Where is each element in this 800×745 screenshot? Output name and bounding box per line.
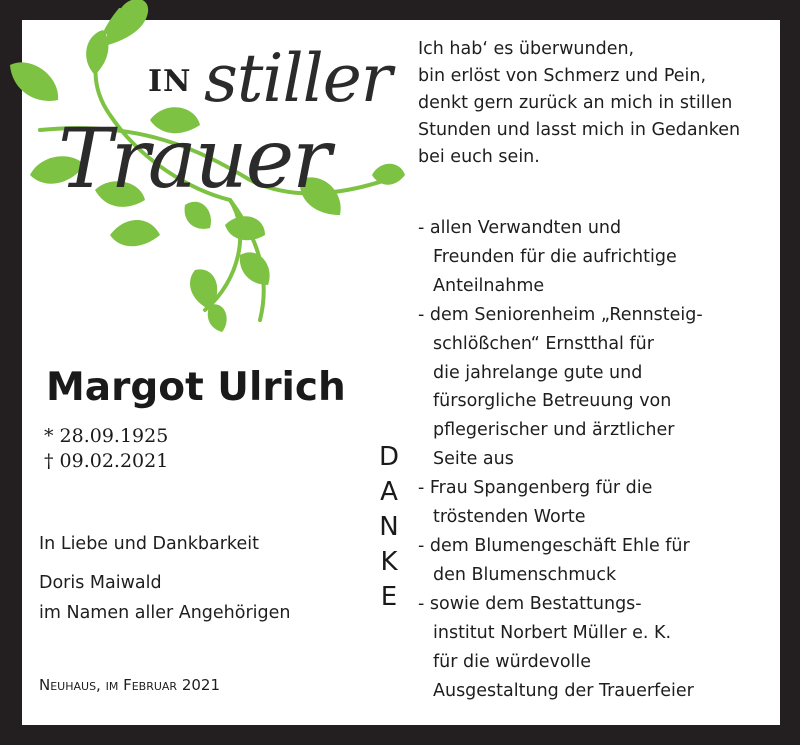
thanks-line: schlößchen“ Ernstthal für xyxy=(433,333,654,354)
danke-letter: D xyxy=(378,442,400,472)
thanks-line: den Blumenschmuck xyxy=(433,564,617,585)
thanks-line: - allen Verwandten und xyxy=(418,218,622,238)
poem xyxy=(418,36,768,171)
thanks-line: die jahrelange gute und xyxy=(433,362,643,383)
closing-signature xyxy=(39,534,291,628)
thanks-line: - dem Blumengeschäft Ehle für xyxy=(418,535,690,556)
thanks-line: Ausgestaltung der Trauerfeier xyxy=(433,680,694,701)
thanks-line: Freunden für die aufrichtige xyxy=(433,246,677,267)
thanks-line: tröstenden Worte xyxy=(433,507,586,528)
heading-stiller: stiller xyxy=(204,40,392,117)
thanks-line: fürsorgliche Betreuung von xyxy=(433,391,672,412)
death-date: † 09.02.2021 xyxy=(44,450,169,472)
danke-letter: N xyxy=(379,512,399,542)
thanks-line: pflegerischer und ärztlicher xyxy=(433,420,675,441)
life-dates xyxy=(44,424,168,474)
thanks-line: - dem Seniorenheim „Rennsteig- xyxy=(418,304,703,325)
obituary-card xyxy=(22,20,780,725)
danke-letter: K xyxy=(380,547,398,577)
danke-vertical xyxy=(374,440,404,615)
heading-trauer: Trauer xyxy=(58,112,330,207)
signer-relation: im Namen aller Angehörigen xyxy=(39,603,291,623)
thanks-line: - sowie dem Bestattungs- xyxy=(418,593,642,614)
deceased-name: Margot Ulrich xyxy=(46,365,346,410)
heading-in: IN xyxy=(148,64,192,99)
thanks-line: - Frau Spangenberg für die xyxy=(418,478,653,499)
poem-line: Stunden und lasst mich in Gedanken xyxy=(418,120,741,140)
closing-line: In Liebe und Dankbarkeit xyxy=(39,534,259,554)
place-date: Neuhaus, im Februar 2021 xyxy=(39,676,221,694)
signer-name: Doris Maiwald xyxy=(39,573,162,593)
poem-line: bei euch sein. xyxy=(418,147,540,167)
thanks-line: für die würdevolle xyxy=(433,651,592,672)
poem-line: Ich hab‘ es überwunden, xyxy=(418,39,635,59)
poem-line: bin erlöst von Schmerz und Pein, xyxy=(418,66,707,86)
thanks-list xyxy=(418,214,768,705)
poem-line: denkt gern zurück an mich in stillen xyxy=(418,93,733,113)
danke-letter: E xyxy=(380,582,398,612)
thanks-line: Anteilnahme xyxy=(433,275,545,296)
danke-letter: A xyxy=(380,477,398,507)
birth-date: * 28.09.1925 xyxy=(44,425,169,447)
thanks-line: institut Norbert Müller e. K. xyxy=(433,622,672,643)
thanks-line: Seite aus xyxy=(433,449,514,470)
